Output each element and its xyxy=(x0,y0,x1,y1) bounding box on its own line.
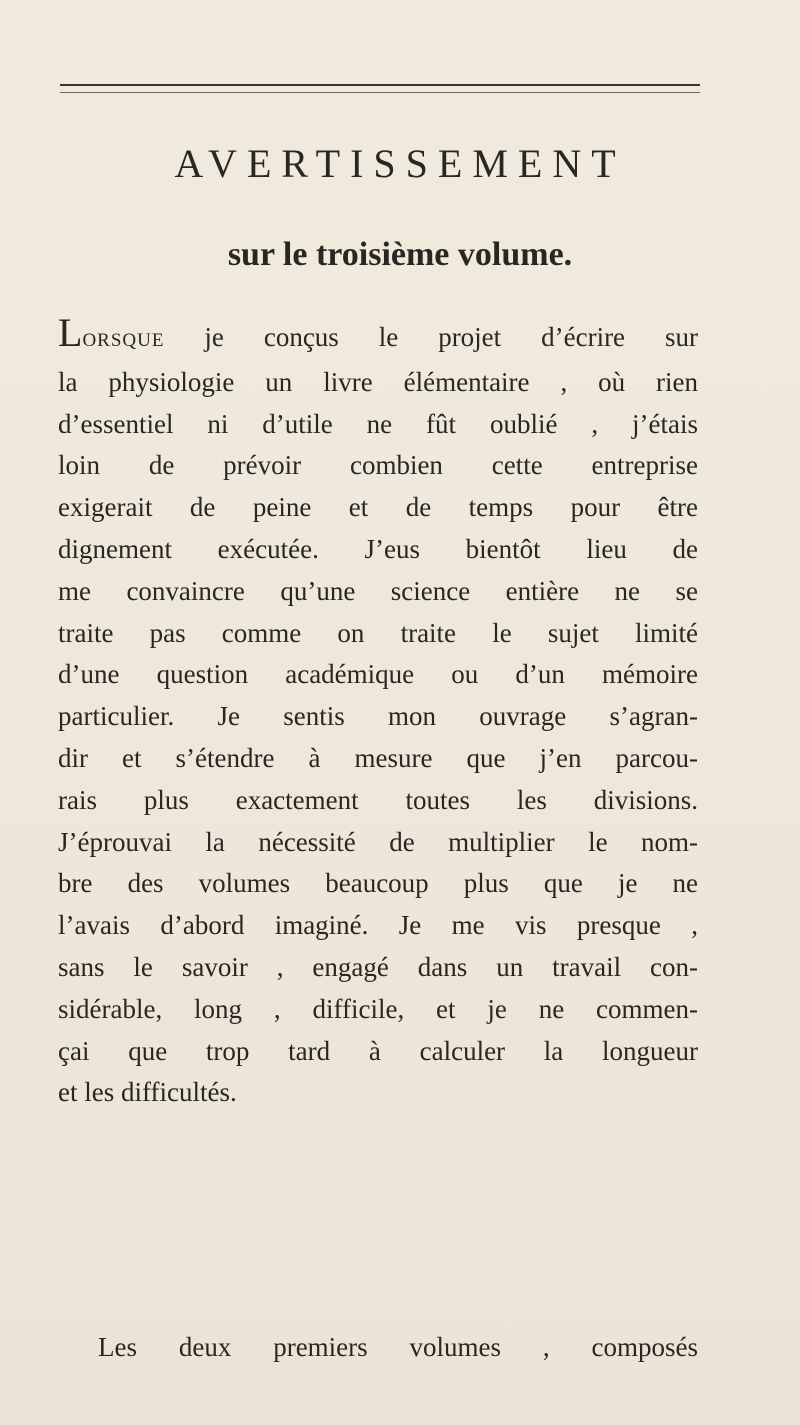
text-line: l’avais d’abord imaginé. Je me vis presque , xyxy=(58,910,698,941)
small-caps-word: ORSQUE xyxy=(82,330,165,351)
text-line: traite pas comme on traite le sujet limité xyxy=(58,617,698,648)
header-rule-thin xyxy=(60,92,700,93)
text-line: dignement exécutée. J’eus bientôt lieu de xyxy=(58,533,698,564)
text-line: bre des volumes beaucoup plus que je ne xyxy=(58,868,698,899)
drop-cap: L xyxy=(58,310,83,355)
paragraph-2 xyxy=(58,1327,698,1369)
text-line: et les difficultés. xyxy=(58,1077,237,1108)
page-title: AVERTISSEMENT xyxy=(174,141,626,186)
text-line: d’une question académique ou d’un mémoire xyxy=(58,659,698,690)
text-line: loin de prévoir combien cette entreprise xyxy=(58,450,698,481)
text-line: rais plus exactement toutes les divisions. xyxy=(58,784,698,815)
text-line: particulier. Je sentis mon ouvrage s’agran- xyxy=(58,701,698,732)
paragraph-1 xyxy=(58,310,698,1114)
first-line-rest: je conçus le projet d’écrire sur xyxy=(164,322,698,352)
text-line: Les deux premiers volumes , composés xyxy=(98,1332,698,1362)
text-line: exigerait de peine et de temps pour être xyxy=(58,492,698,523)
text-line: çai que trop tard à calculer la longueur xyxy=(58,1035,698,1066)
text-line: d’essentiel ni d’utile ne fût oublié , j’étais xyxy=(58,408,698,439)
page-subtitle: sur le troisième volume. xyxy=(227,236,573,273)
text-line: sidérable, long , difficile, et je ne commen- xyxy=(58,993,698,1024)
text-line: sans le savoir , engagé dans un travail con- xyxy=(58,951,698,982)
text-line: me convaincre qu’une science entière ne se xyxy=(58,575,698,606)
text-line: J’éprouvai la nécessité de multiplier le nom- xyxy=(58,826,698,857)
text-line: la physiologie un livre élémentaire , où rien xyxy=(58,366,698,397)
text-line: dir et s’étendre à mesure que j’en parcou- xyxy=(58,742,698,773)
text-line xyxy=(58,310,698,362)
header-rule xyxy=(60,84,700,86)
